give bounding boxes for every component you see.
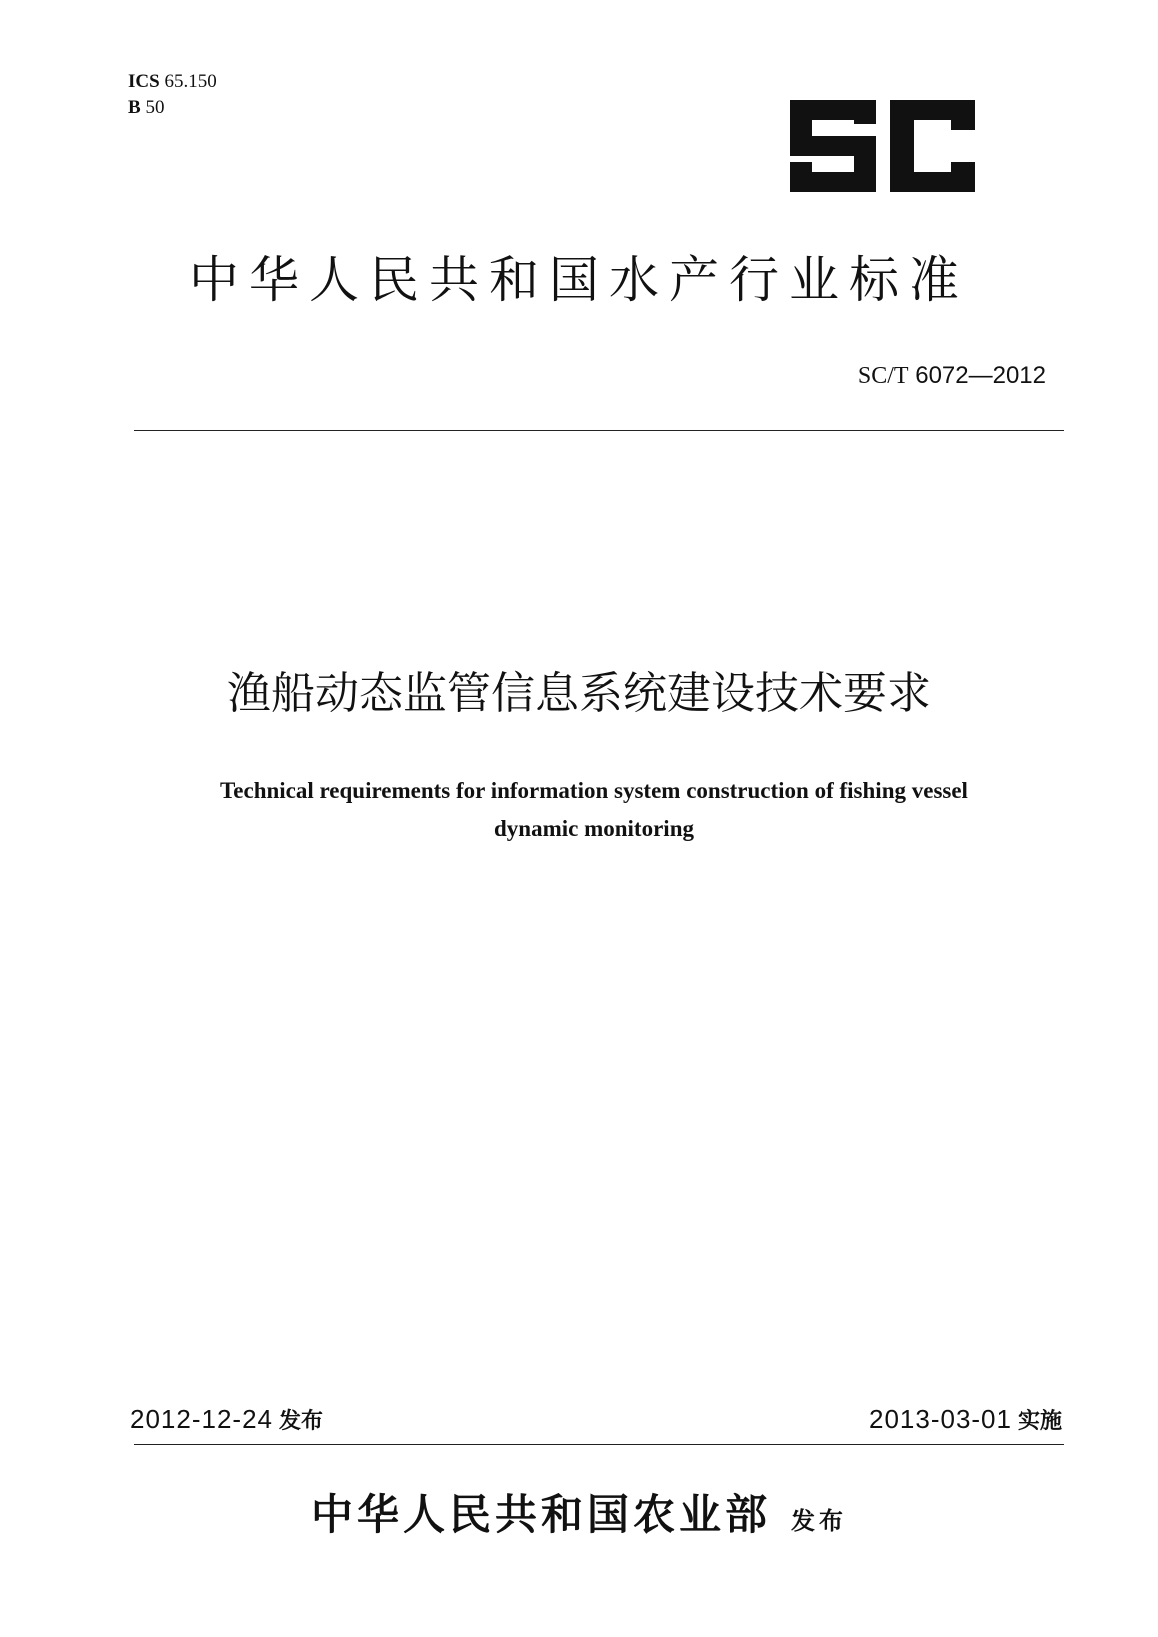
ics-label: ICS	[128, 71, 160, 92]
effective-date	[869, 1404, 1062, 1435]
effective-date-suffix: 实施	[1017, 1409, 1062, 1434]
ccs-label: B	[128, 97, 141, 118]
publisher-suffix: 发布	[791, 1506, 847, 1535]
standard-number	[858, 362, 1046, 390]
issue-date-suffix: 发布	[279, 1409, 324, 1434]
standard-number-code: 6072—2012	[915, 362, 1046, 389]
document-title-cn: 渔船动态监管信息系统建设技术要求	[227, 668, 931, 719]
document-title-en	[150, 772, 1038, 848]
ics-classification	[128, 70, 217, 94]
publisher-name: 中华人民共和国农业部	[310, 1490, 771, 1539]
standard-category-title: 中华人民共和国水产行业标准	[189, 251, 969, 309]
issue-date	[130, 1404, 323, 1435]
document-title-en-line1: Technical requirements for information system construction of fishing vessel	[220, 778, 968, 803]
ccs-code: 50	[145, 97, 165, 118]
publisher	[0, 1482, 1158, 1542]
document-title-en-line2: dynamic monitoring	[494, 816, 694, 841]
sc-standard-logo	[790, 100, 975, 192]
effective-date-value: 2013-03-01	[868, 1404, 1012, 1434]
issue-date-value: 2012-12-24	[130, 1404, 273, 1434]
standard-number-prefix: SC/T	[857, 363, 909, 389]
ccs-classification	[128, 96, 164, 120]
header-divider	[134, 430, 1064, 431]
ics-code: 65.150	[164, 71, 217, 92]
footer-divider	[134, 1444, 1064, 1445]
